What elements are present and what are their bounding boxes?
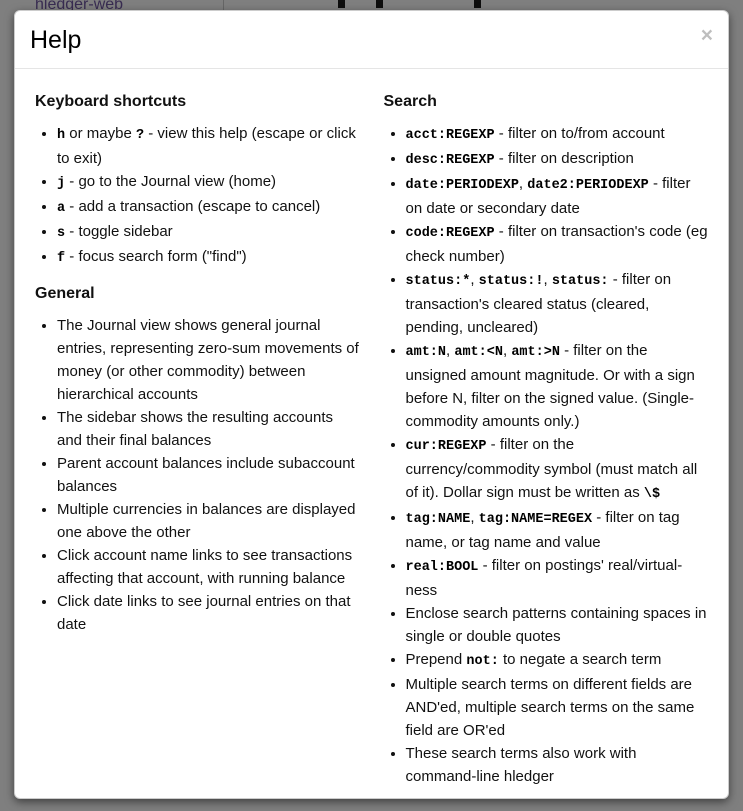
code-span: desc:REGEXP bbox=[405, 153, 495, 168]
text-span: The Journal view shows general journal entries, representing zero-sum movements of money (or other commodity) between hierarchical accounts bbox=[57, 317, 359, 403]
help-modal bbox=[14, 10, 729, 799]
code-span: tag:NAME=REGEX bbox=[478, 512, 593, 527]
list-item bbox=[406, 268, 709, 339]
list-item bbox=[57, 314, 360, 406]
text-span: - filter on postings' real/virtual-ness bbox=[405, 557, 683, 599]
code-span: amt:>N bbox=[511, 345, 560, 360]
list-item bbox=[406, 742, 709, 788]
text-span: - filter on date or secondary date bbox=[405, 175, 691, 217]
text-span: , bbox=[518, 175, 528, 192]
text-span: , bbox=[502, 342, 512, 359]
list-item bbox=[57, 220, 360, 245]
text-span: , bbox=[470, 509, 479, 526]
list-item bbox=[406, 147, 709, 172]
list-item bbox=[57, 406, 360, 452]
text-span: or maybe bbox=[65, 125, 136, 142]
code-span: amt:N bbox=[405, 345, 447, 360]
text-span: , bbox=[446, 342, 455, 359]
list-item bbox=[406, 554, 709, 602]
list-item bbox=[406, 602, 709, 648]
code-span: amt:<N bbox=[454, 345, 503, 360]
modal-body bbox=[15, 69, 728, 799]
code-span: code:REGEXP bbox=[405, 226, 495, 241]
code-span: real:BOOL bbox=[405, 560, 479, 575]
text-span: - filter on transaction's cleared status (cleared, pending, uncleared) bbox=[405, 271, 672, 336]
text-span: - filter on the currency/commodity symbol (must match all of it). Dollar sign must be written as bbox=[405, 436, 698, 501]
list-item bbox=[57, 544, 360, 590]
text-span: to negate a search term bbox=[498, 651, 662, 668]
code-span: a bbox=[57, 201, 66, 216]
text-span: Enclose search patterns containing spaces in single or double quotes bbox=[405, 605, 707, 645]
list-item bbox=[57, 245, 360, 270]
code-span: date:PERIODEXP bbox=[405, 178, 519, 193]
modal-title: Help bbox=[30, 26, 82, 54]
code-span: status:! bbox=[478, 274, 544, 289]
list-item bbox=[57, 170, 360, 195]
text-span: - focus search form ("find") bbox=[65, 248, 247, 265]
text-span: Multiple currencies in balances are displayed one above the other bbox=[57, 501, 356, 541]
text-span: , bbox=[470, 271, 479, 288]
code-span: cur:REGEXP bbox=[405, 439, 487, 454]
text-span: - go to the Journal view (home) bbox=[65, 173, 277, 190]
text-span: Click date links to see journal entries on that date bbox=[57, 593, 351, 633]
search-list bbox=[384, 122, 709, 788]
text-span: - toggle sidebar bbox=[65, 223, 173, 240]
list-item bbox=[57, 195, 360, 220]
code-span: ? bbox=[135, 128, 145, 143]
section-heading-search: Search bbox=[383, 93, 437, 110]
general-list bbox=[35, 314, 360, 636]
list-item bbox=[406, 433, 709, 506]
list-item bbox=[406, 220, 709, 268]
code-span: j bbox=[57, 176, 66, 191]
code-span: s bbox=[57, 226, 66, 241]
list-item bbox=[406, 648, 709, 673]
text-span: Click account name links to see transactions affecting that account, with running balance bbox=[57, 547, 353, 587]
text-span: These search terms also work with command-line hledger bbox=[405, 745, 637, 785]
code-span: not: bbox=[466, 654, 499, 669]
text-span: The sidebar shows the resulting accounts and their final balances bbox=[57, 409, 333, 449]
list-item bbox=[406, 506, 709, 554]
code-span: status:* bbox=[405, 274, 471, 289]
code-span: status: bbox=[551, 274, 609, 289]
list-item bbox=[406, 122, 709, 147]
list-item bbox=[57, 452, 360, 498]
text-span: - view this help (escape or click to exit) bbox=[57, 125, 356, 167]
list-item bbox=[406, 339, 709, 433]
code-span: acct:REGEXP bbox=[405, 128, 495, 143]
code-span: \$ bbox=[643, 487, 661, 502]
list-item bbox=[57, 590, 360, 636]
text-span: - filter on to/from account bbox=[494, 125, 665, 142]
text-span: - filter on description bbox=[494, 150, 634, 167]
section-heading-general: General bbox=[35, 285, 95, 302]
text-span: Parent account balances include subaccount balances bbox=[57, 455, 355, 495]
list-item bbox=[406, 172, 709, 220]
list-item bbox=[57, 122, 360, 170]
text-span: Prepend bbox=[405, 651, 467, 668]
text-span: - filter on tag name, or tag name and value bbox=[405, 509, 680, 551]
text-span: - filter on transaction's code (eg check number) bbox=[405, 223, 708, 265]
code-span: tag:NAME bbox=[405, 512, 471, 527]
code-span: h bbox=[57, 128, 66, 143]
code-span: f bbox=[57, 251, 66, 266]
text-span: , bbox=[543, 271, 552, 288]
close-icon: × bbox=[700, 24, 713, 47]
code-span: date2:PERIODEXP bbox=[527, 178, 649, 193]
text-span: Multiple search terms on different fields are AND'ed, multiple search terms on the same field are OR'ed bbox=[405, 676, 695, 739]
text-span: - filter on the unsigned amount magnitude. Or with a sign before N, filter on the signed value. (Single-commodity amounts only.) bbox=[405, 342, 695, 430]
modal-header bbox=[15, 11, 728, 69]
list-item bbox=[406, 673, 709, 742]
section-heading-keyboard-shortcuts: Keyboard shortcuts bbox=[35, 93, 187, 110]
list-item bbox=[57, 498, 360, 544]
close-button[interactable] bbox=[701, 25, 713, 46]
help-column-right bbox=[372, 84, 721, 799]
keyboard-shortcuts-list bbox=[35, 122, 360, 270]
help-column-left bbox=[23, 84, 372, 799]
text-span: - add a transaction (escape to cancel) bbox=[65, 198, 321, 215]
